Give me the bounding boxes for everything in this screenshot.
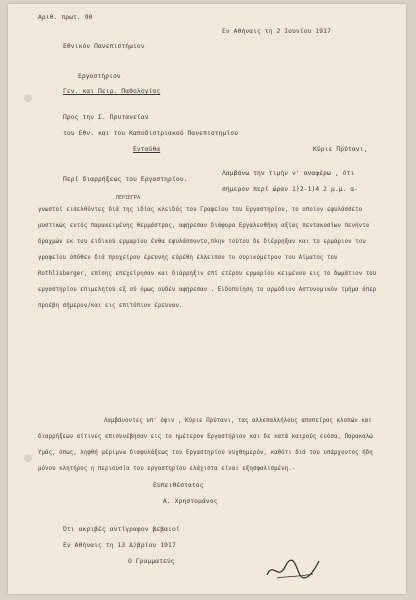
recipient-line-2: του Εθν. και του Καποδιστριακού Πανεπιστημίου	[63, 130, 239, 137]
certification-line-1: Ότι ακριβές αντίγραφον βεβαιοί	[63, 526, 180, 533]
certification-line-3: Ο Γραμματεύς	[128, 558, 175, 565]
document-page	[8, 4, 406, 594]
document-date: Εν Αθήναις τη 2 Ιουνίου 1917	[222, 28, 331, 35]
salutation: Κύριε Πρύτανι,	[313, 146, 368, 153]
recipient-line-1: Προς την Σ. Πρυτανείαν	[63, 114, 149, 121]
university-name: Εθνικόν Πανεπιστήμιον	[63, 43, 145, 50]
punch-hole	[24, 94, 32, 102]
handwritten-signature	[263, 555, 323, 583]
handwritten-insert: ΠΕΡΙΕΓΡΑ	[116, 195, 141, 201]
laboratory-title: Εργαστήριον	[78, 73, 121, 80]
punch-hole	[24, 454, 32, 462]
body-paragraph-2: Λαμβάνοντες υπ' όψιν , Κύριε Πρύτανι, τας αλλεπαλλήλους αποπείρας κλοπών και διαρρήξεων αίτινες επισυνέβησαν εις το ημέτερον Εργαστήριον και δε κατά καιρούς ενόσα, Παρακαλώ Υμάς, όπως, ληφθή μέριμνα διαφυλάξεως του Εργαστηρίου νυχθημερόν, καθότι διά του υπάρχοντος ήδη μόνου κλητήρος η περιουσία του εργαστηρίου ελάχιστα είναι εξησφαλισμένη.-	[38, 418, 373, 472]
body-paragraph-1: γνωστοί εισελθόντες διά της ιδίας κλειδός του Γραφείου του Εργαστηρίου, το οποίον εφυλάσσετο μυστικώς εντός παρακειμένης θερμάστρας, αφήρεσαν διάφορα Εργαλεοθήκη αξίας πεντακοσίων πενήντα δραχμών εκ του ειδικού ερμαρίου ένθα εφυλάσσοντο,πλην τούτου δε διέρρηξαν και το ερμάριον του γραφείου όπόθεν διά προχείρου έρευνης εύρέθη έλλειπον το ουρικόμετρον του Αίματος του Rothlisberger, επίσης επεχείρησαν και διάρρηξιν επί ετέρου ερμαρίου κειμένου εις το δωμάτιον του εργαστηρίου επιμελητού εξ ού όμως ουδέν αφήρεσαν . Ειδοποίηση το αρμόδιον Αστυνομικόν τμήμα όπερ προέβη σήμερον/και εις επιτόπιον έρευναν.	[38, 207, 377, 309]
intro-line-2: σήμερον περί ώραν 1)2-1)4 2 μ.μ. α-	[222, 186, 359, 193]
protocol-number: Αριθ. πρωτ. 90	[38, 14, 93, 21]
intro-line-1: Λαμβάνω την τιμήν ν' αναφέρω , ότι	[222, 170, 355, 177]
closing-respect: Ευπειθέστατος	[153, 482, 204, 489]
recipient-place: Ενταύθα	[133, 146, 161, 153]
subject-line: Περί διαρρήξεως του Εργαστηρίου.	[63, 176, 188, 183]
laboratory-name: Γεν. και Πειρ. Παθολογίας	[63, 88, 161, 95]
signer-name: Α. Χρηστομάνος	[163, 498, 218, 505]
certification-line-2: Εν Αθήναις τη 13 Δ)βρίου 1917	[63, 542, 176, 549]
